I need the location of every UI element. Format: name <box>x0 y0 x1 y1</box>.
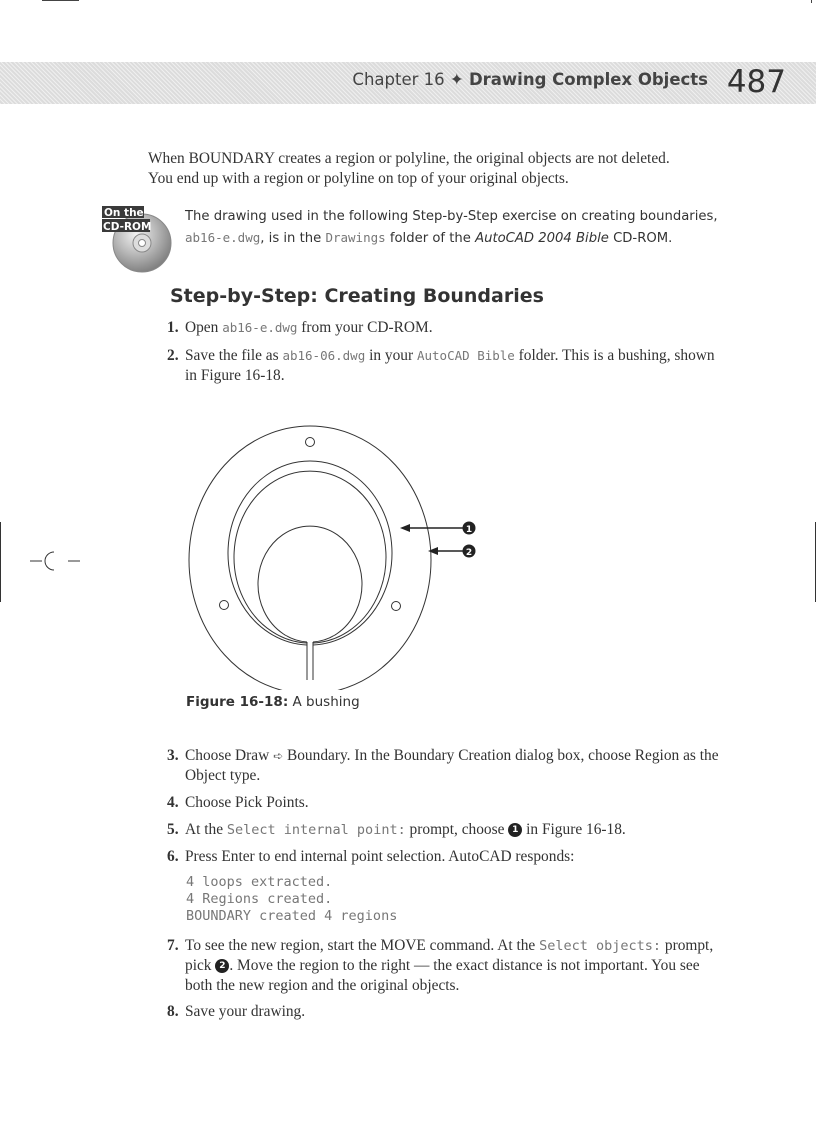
step-6 <box>167 847 727 867</box>
step-4 <box>167 793 727 813</box>
command-prompt: Select objects: <box>539 938 662 954</box>
step-text: Press Enter to end internal point selection. AutoCAD responds: <box>185 848 575 865</box>
cd-icon-label-2: CD-ROM <box>103 221 152 233</box>
step-text: Open <box>185 319 223 336</box>
code-line: 4 loops extracted. <box>186 874 333 890</box>
figure-label: Figure 16-18: <box>186 694 289 710</box>
outer-ellipse <box>189 426 431 690</box>
cd-note-text: The drawing used in the following Step-by-Step exercise on creating boundaries, <box>185 209 718 224</box>
cd-note-file: ab16-e.dwg <box>185 230 261 245</box>
step-text: Choose Pick Points. <box>185 794 309 811</box>
cd-rom-icon <box>102 203 172 273</box>
step-number: 8. <box>167 1003 179 1020</box>
command-output <box>186 874 397 925</box>
intro-line-2: You end up with a region or polyline on top of your original objects. <box>148 170 569 187</box>
step-number: 5. <box>167 821 179 838</box>
step-file: ab16-06.dwg <box>282 348 366 363</box>
registration-mark <box>30 549 80 573</box>
step-text: prompt, choose <box>405 821 509 838</box>
step-text: . Move the region to the right — the exact distance is not important. You see both the new region and the original objects. <box>185 957 700 994</box>
step-1 <box>167 318 727 338</box>
cd-note-book-title: AutoCAD 2004 Bible <box>475 231 609 246</box>
code-line: 4 Regions created. <box>186 891 333 907</box>
chapter-title: Drawing Complex Objects <box>468 70 708 89</box>
step-text: prompt, pick <box>185 937 714 974</box>
step-3 <box>167 746 727 786</box>
step-8 <box>167 1002 727 1022</box>
menu-arrow-icon: ➪ <box>273 749 284 763</box>
step-text: from your CD-ROM. <box>297 319 433 336</box>
step-text: To see the new region, start the MOVE command. At the <box>185 937 540 954</box>
step-7 <box>167 936 727 996</box>
callout-2-icon: 2 <box>215 959 229 973</box>
step-number: 2. <box>167 347 179 364</box>
step-number: 6. <box>167 848 179 865</box>
cd-icon-label-1: On the <box>104 207 144 219</box>
step-5 <box>167 820 727 840</box>
bushing-figure <box>160 405 500 690</box>
step-text: in your <box>365 347 417 364</box>
step-text: Boundary. In the Boundary Creation dialog box, choose Region as the Object type. <box>185 747 719 784</box>
step-text: Choose Draw <box>185 747 274 764</box>
code-line: BOUNDARY created 4 regions <box>186 908 398 924</box>
figure-caption <box>186 694 360 710</box>
crop-mark-top-right <box>811 0 812 3</box>
inner-circle <box>258 526 362 642</box>
middle-ring-outer <box>228 461 392 645</box>
header-separator: ✦ <box>449 70 464 89</box>
figure-caption-text: A bushing <box>292 694 360 710</box>
callout-arrow-1 <box>400 522 476 536</box>
step-text: Save your drawing. <box>185 1003 306 1020</box>
bolt-hole-top <box>306 438 315 447</box>
step-text: folder. This is a bushing, shown in Figure 16-18. <box>185 347 715 384</box>
step-text: in Figure 16-18. <box>522 821 626 838</box>
intro-line-1: When BOUNDARY creates a region or polyline, the original objects are not deleted. <box>148 150 670 167</box>
step-number: 1. <box>167 319 179 336</box>
callout-1-icon: 1 <box>508 823 522 837</box>
step-text: At the <box>185 821 227 838</box>
step-text: Save the file as <box>185 347 283 364</box>
bolt-hole-left <box>220 601 229 610</box>
page-number: 487 <box>726 64 786 100</box>
callout-arrow-2 <box>428 545 476 559</box>
cd-note-text-4: CD-ROM. <box>608 231 673 246</box>
cd-note-text-3: folder of the <box>385 231 476 246</box>
bolt-hole-right <box>392 602 401 611</box>
step-folder: AutoCAD Bible <box>416 348 515 363</box>
step-file: ab16-e.dwg <box>222 320 298 335</box>
callout-2-label: 2 <box>465 548 473 558</box>
step-2 <box>167 346 727 386</box>
step-number: 4. <box>167 794 179 811</box>
running-header <box>0 62 816 104</box>
chapter-label: Chapter 16 <box>352 70 445 89</box>
command-prompt: Select internal point: <box>226 822 406 838</box>
callout-1-label: 1 <box>465 525 473 535</box>
cd-note-folder: Drawings <box>325 230 386 245</box>
cd-note-text-2: , is in the <box>260 231 326 246</box>
step-number: 3. <box>167 747 179 764</box>
section-title: Step-by-Step: Creating Boundaries <box>170 285 544 307</box>
crop-mark-top <box>42 0 79 1</box>
cd-note <box>185 206 745 249</box>
chapter-heading <box>352 70 708 89</box>
step-number: 7. <box>167 937 179 954</box>
middle-ring-inner <box>234 471 386 643</box>
crop-line-left <box>0 522 1 602</box>
